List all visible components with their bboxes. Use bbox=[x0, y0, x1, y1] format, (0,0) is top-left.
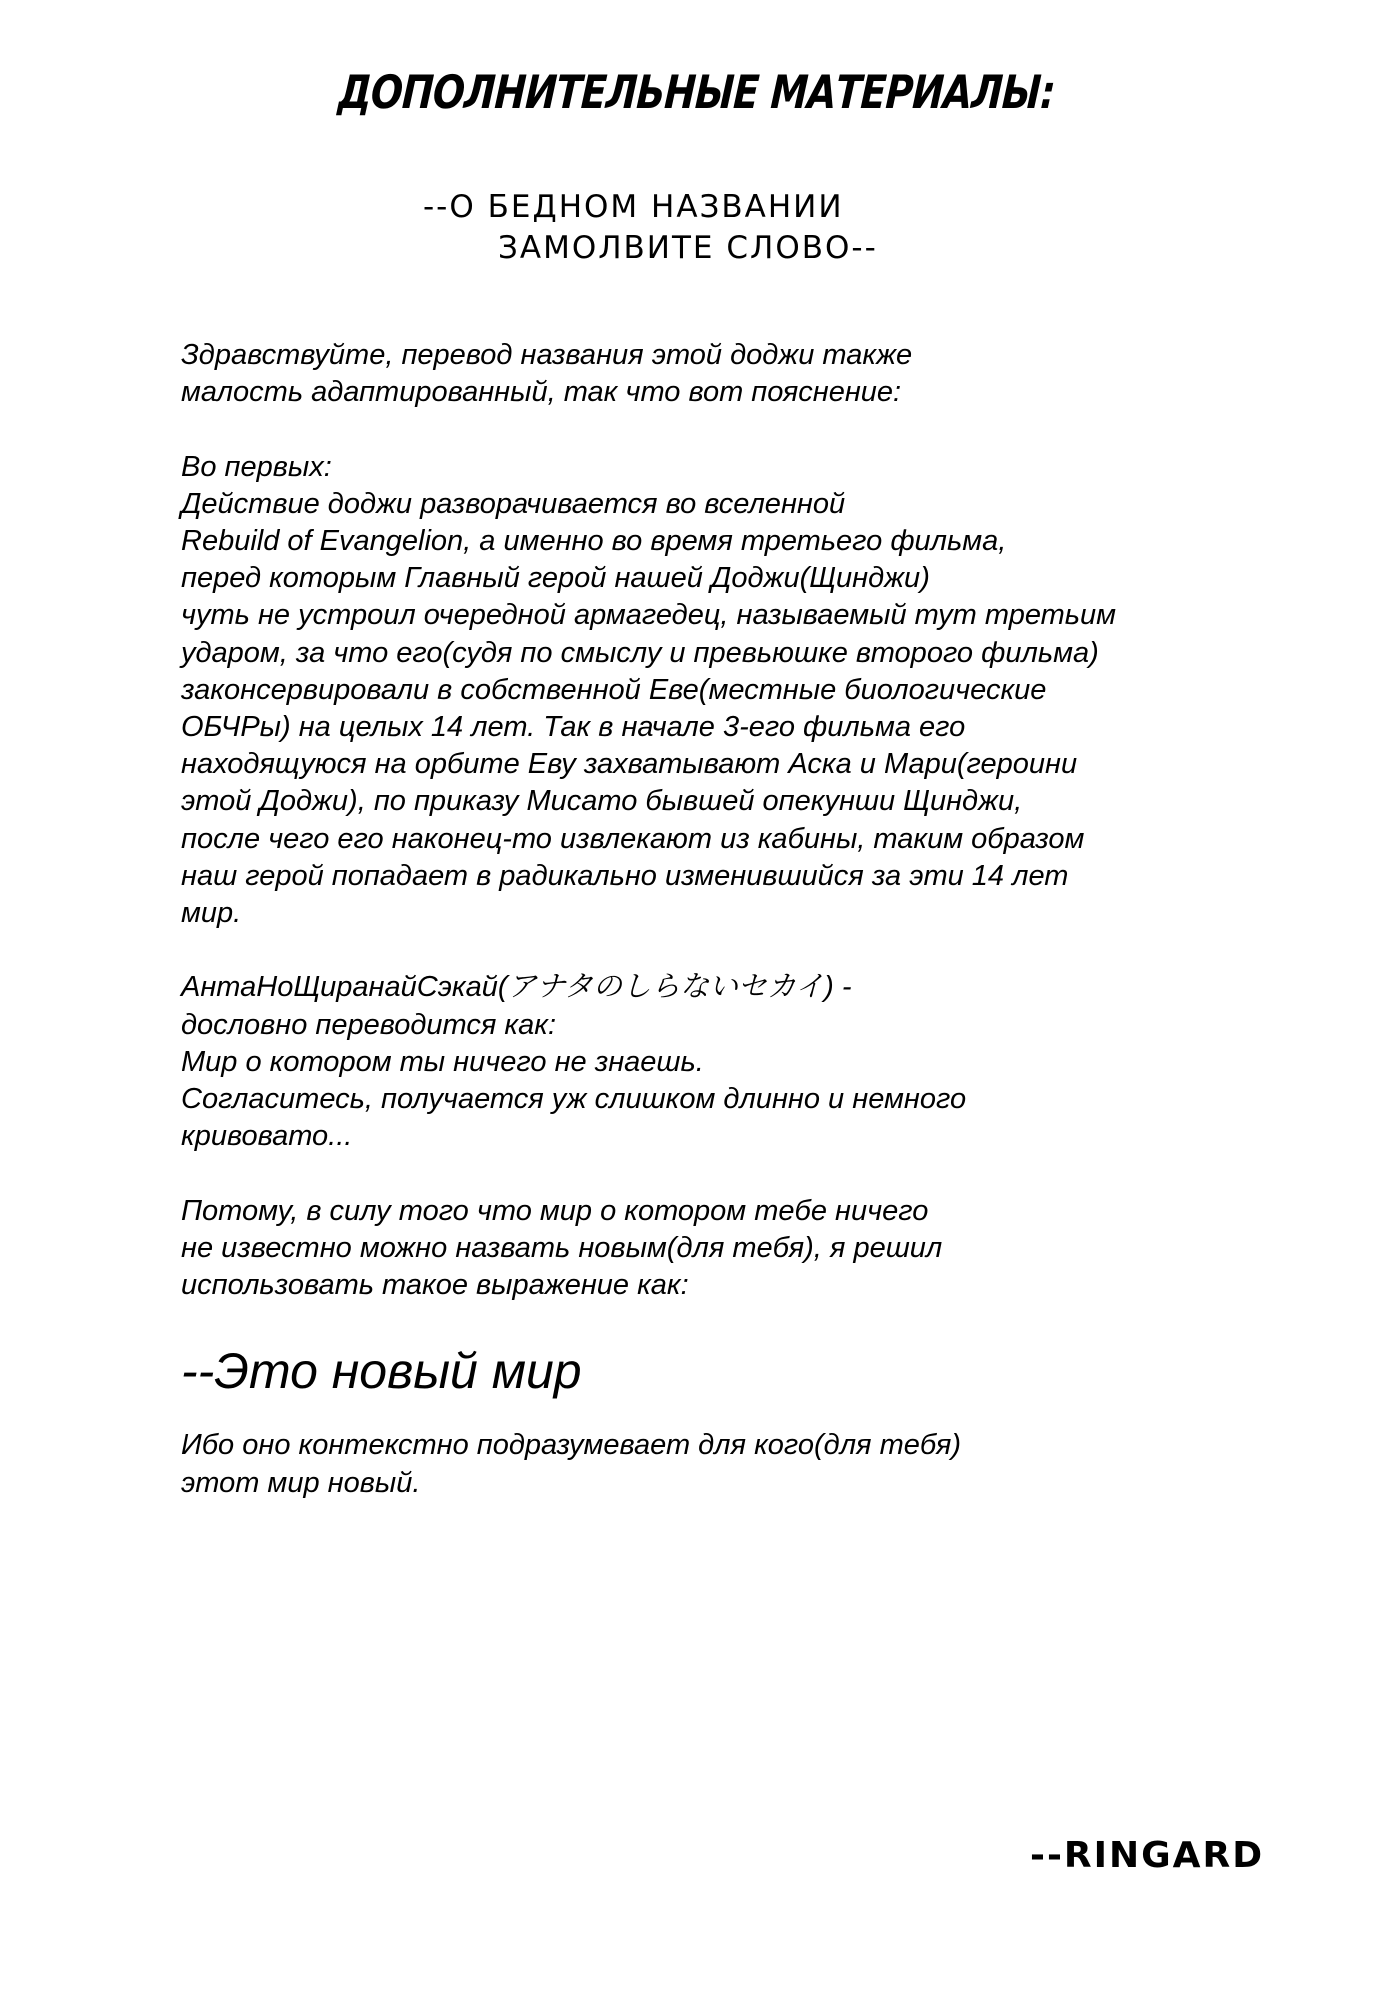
paragraph-title-translation bbox=[181, 969, 1321, 1155]
text-line: ударом, за что его(судя по смыслу и превьюшке второго фильма) bbox=[181, 636, 1099, 669]
text-line: дословно переводится как: bbox=[181, 1008, 557, 1041]
text-line: Согласитесь, получается уж слишком длинно и немного bbox=[181, 1083, 967, 1116]
text-line: этот мир новый. bbox=[181, 1466, 421, 1499]
text-line: Мир о котором ты ничего не знаешь. bbox=[181, 1045, 704, 1078]
text-line: Здравствуйте, перевод названия этой доджи также bbox=[181, 339, 913, 371]
text-line: ОБЧРы) на целых 14 лет. Так в начале 3-его фильма его bbox=[181, 711, 966, 744]
slogan-heading: --Это новый мир bbox=[181, 1343, 582, 1400]
text-line: наш герой попадает в радикально изменившийся за эти 14 лет bbox=[181, 859, 1069, 892]
text-line: мир. bbox=[181, 897, 242, 930]
text-line: перед которым Главный герой нашей Доджи(Щинджи) bbox=[181, 562, 930, 595]
subtitle-line-1: --О БЕДНОМ НАЗВАНИИ bbox=[423, 189, 844, 225]
author-signature: --RINGARD bbox=[1030, 1835, 1265, 1876]
article-body bbox=[181, 337, 1321, 1539]
text-line: АнтаНоЩиранайСэкай(アナタのしらないセカイ) - bbox=[181, 971, 852, 1004]
text-line: не известно можно назвать новым(для тебя), я решил bbox=[181, 1231, 943, 1264]
text-line: малость адаптированный, так что вот пояснение: bbox=[181, 376, 902, 409]
paragraph-greeting bbox=[181, 337, 1321, 411]
text-line: чуть не устроил очередной армагедец, называемый тут третьим bbox=[181, 599, 1117, 632]
text-line: этой Доджи), по приказу Мисато бывшей опекунши Щинджи, bbox=[181, 785, 1023, 818]
text-line: использовать такое выражение как: bbox=[181, 1269, 689, 1302]
paragraph-context bbox=[181, 449, 1321, 933]
text-line: Во первых: bbox=[181, 450, 332, 483]
text-line: кривовато... bbox=[181, 1120, 353, 1153]
text-line: Rebuild of Evangelion, а именно во время третьего фильма, bbox=[181, 525, 1007, 557]
paragraph-decision bbox=[181, 1193, 1321, 1305]
paragraph-closing bbox=[181, 1427, 1321, 1501]
text-line: находящуюся на орбите Еву захватывают Аска и Мари(героини bbox=[181, 748, 1078, 781]
subtitle-line-2: ЗАМОЛВИТЕ СЛОВО-- bbox=[498, 230, 878, 266]
page-title: ДОПОЛНИТЕЛЬНЫЕ МАТЕРИАЛЫ: bbox=[336, 65, 1057, 119]
text-line: законсервировали в собственной Еве(местные биологические bbox=[181, 673, 1047, 706]
text-line: Потому, в силу того что мир о котором тебе ничего bbox=[181, 1194, 929, 1227]
text-line: Ибо оно контекстно подразумевает для кого(для тебя) bbox=[181, 1429, 962, 1462]
text-line: после чего его наконец-то извлекают из кабины, таким образом bbox=[181, 822, 1085, 855]
text-line: Действие доджи разворачивается во вселенной bbox=[181, 487, 846, 520]
